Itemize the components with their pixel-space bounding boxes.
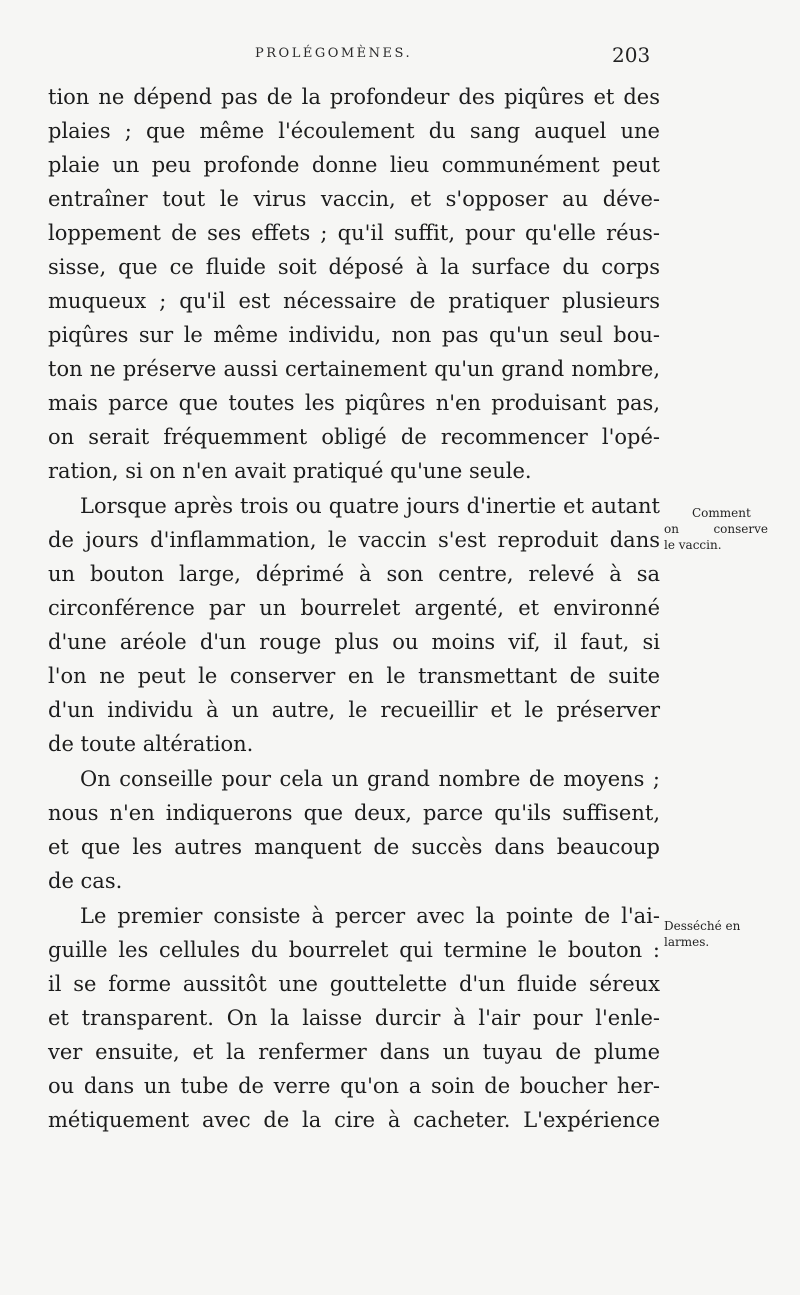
margin-note-line: Comment (692, 506, 751, 520)
text-line: métiquement avec de la cire à cacheter. L'expérience (48, 1108, 660, 1132)
running-head: PROLÉGOMÈNES. (255, 46, 413, 61)
paragraph-3 (48, 762, 660, 898)
text-line: d'une aréole d'un rouge plus ou moins vif, il faut, si (48, 630, 660, 654)
text-line: ver ensuite, et la renfermer dans un tuyau de plume (48, 1040, 660, 1064)
margin-note-line: larmes. (664, 935, 710, 949)
margin-note-dried-tears (664, 918, 784, 950)
text-line: plaie un peu profonde donne lieu communément peut (48, 153, 660, 177)
text-line: ton ne préserve aussi certainement qu'un grand nombre, (48, 357, 660, 381)
text-line: de jours d'inflammation, le vaccin s'est reproduit dans (48, 528, 660, 552)
body-text (48, 80, 660, 1137)
margin-note-line: Desséché en (664, 919, 741, 933)
text-line: nous n'en indiquerons que deux, parce qu'ils suffisent, (48, 801, 660, 825)
paragraph-4 (48, 899, 660, 1137)
text-line: il se forme aussitôt une gouttelette d'un fluide séreux (48, 972, 660, 996)
text-line: de toute altération. (48, 732, 254, 756)
text-line: de cas. (48, 869, 123, 893)
text-line: On conseille pour cela un grand nombre de moyens ; (80, 767, 660, 791)
text-line: on serait fréquemment obligé de recommencer l'opé- (48, 425, 660, 449)
text-line: l'on ne peut le conserver en le transmettant de suite (48, 664, 660, 688)
text-line: plaies ; que même l'écoulement du sang auquel une (48, 119, 660, 143)
text-line: un bouton large, déprimé à son centre, relevé à sa (48, 562, 660, 586)
text-line: et transparent. On la laisse durcir à l'air pour l'enle- (48, 1006, 660, 1030)
paragraph-1 (48, 80, 660, 488)
margin-note-line: le vaccin. (664, 538, 722, 552)
text-line: ou dans un tube de verre qu'on a soin de boucher her- (48, 1074, 660, 1098)
text-line: tion ne dépend pas de la profondeur des piqûres et des (48, 85, 660, 109)
text-line: ration, si on n'en avait pratiqué qu'une seule. (48, 459, 532, 483)
text-line: circonférence par un bourrelet argenté, et environné (48, 596, 660, 620)
text-line: sisse, que ce fluide soit déposé à la surface du corps (48, 255, 660, 279)
text-line: muqueux ; qu'il est nécessaire de pratiquer plusieurs (48, 289, 660, 313)
text-line: d'un individu à un autre, le recueillir et le préserver (48, 698, 660, 722)
text-line: entraîner tout le virus vaccin, et s'opposer au déve- (48, 187, 660, 211)
margin-note-conserving-vaccine (664, 505, 784, 553)
margin-note-line: on conserve (664, 522, 768, 536)
text-line: et que les autres manquent de succès dans beaucoup (48, 835, 660, 859)
text-line: guille les cellules du bourrelet qui termine le bouton : (48, 938, 660, 962)
page-number: 203 (612, 43, 651, 67)
text-line: piqûres sur le même individu, non pas qu'un seul bou- (48, 323, 660, 347)
text-line: mais parce que toutes les piqûres n'en produisant pas, (48, 391, 660, 415)
text-line: loppement de ses effets ; qu'il suffit, pour qu'elle réus- (48, 221, 660, 245)
text-line: Le premier consiste à percer avec la pointe de l'ai- (80, 904, 660, 928)
paragraph-2 (48, 489, 660, 761)
text-line: Lorsque après trois ou quatre jours d'inertie et autant (80, 494, 660, 518)
